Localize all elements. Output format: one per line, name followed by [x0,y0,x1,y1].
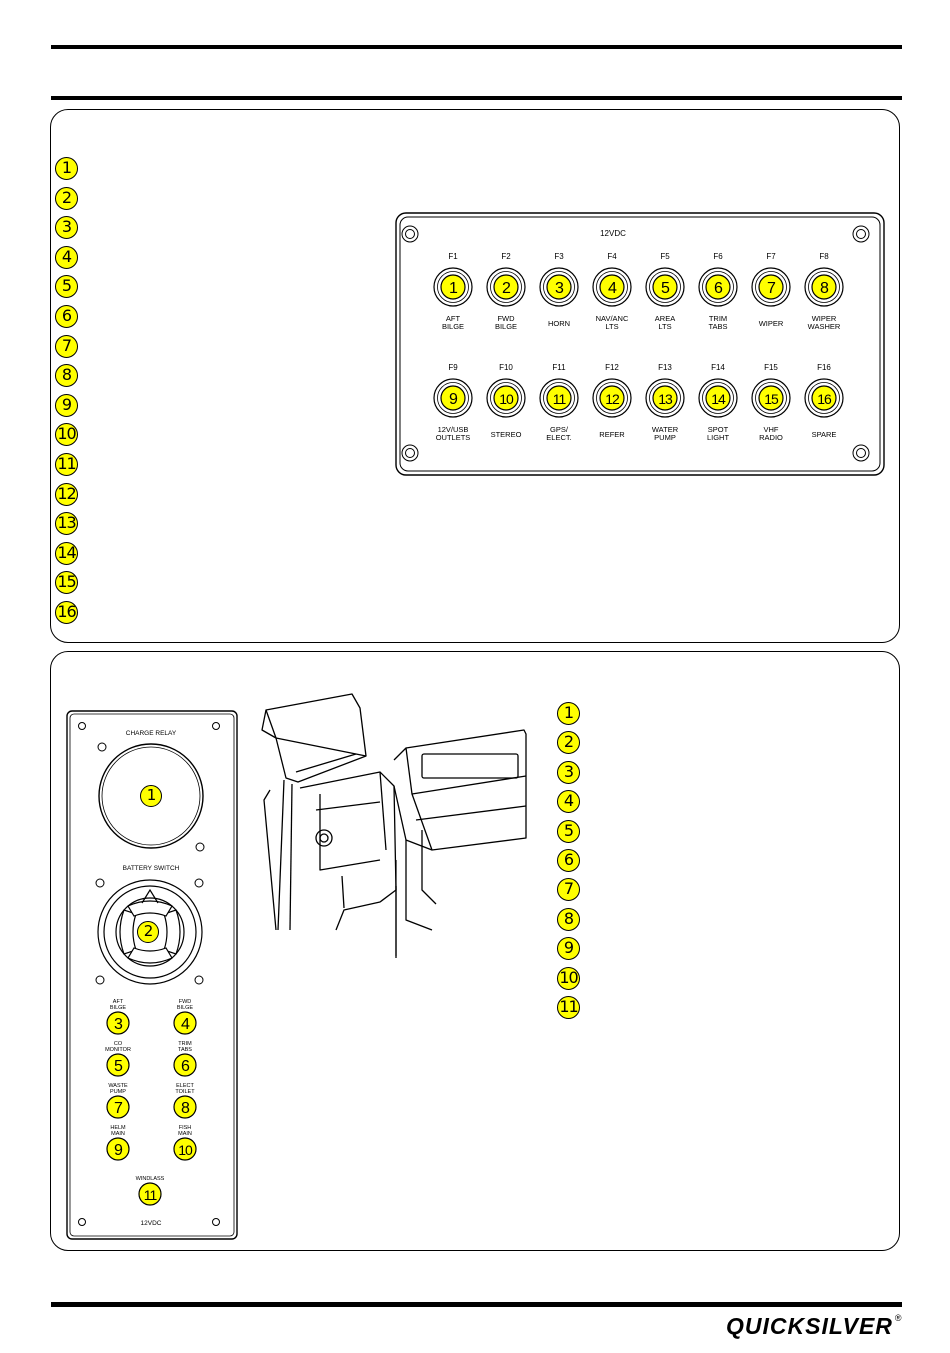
fuse-number: 15 [764,391,778,407]
fuse-id: F11 [552,363,566,372]
fuse-number: 4 [608,280,616,297]
fuse-label: STEREO [490,430,522,439]
battery-list-callout-7: 7 [557,878,580,901]
fuse-id: F2 [501,252,511,261]
fuse-label: LIGHT [706,433,730,442]
top-rule [51,45,902,49]
breaker-4 [174,999,196,1034]
fuse-list-callout-9: 9 [55,394,78,417]
fuse-number: 11 [552,391,566,407]
breaker-5 [105,1041,131,1076]
battery-panel-footer: 12VDC [140,1220,162,1227]
breaker-label: WINDLASS [135,1176,165,1182]
fuse-list-callout-15: 15 [55,571,78,594]
fuse-id: F4 [607,252,617,261]
fuse-number: 2 [502,280,510,297]
breaker-label: TOILET [175,1089,195,1095]
breaker-label: PUMP [110,1089,126,1095]
battery-list-callout-10: 10 [557,967,580,990]
fuse-id: F1 [448,252,458,261]
fuse-list-callout-11: 11 [55,453,78,476]
fuse-label: VHF [763,425,779,434]
fuse-panel-diagram [395,212,885,476]
breaker-label: FWD [178,999,192,1005]
breaker-label: TABS [178,1047,192,1053]
battery-list-callout-11: 11 [557,996,580,1019]
fuse-list-callout-16: 16 [55,601,78,624]
fuse-label: BILGE [441,322,465,331]
breaker-number: 8 [181,1100,189,1117]
breaker-number: 7 [114,1100,122,1117]
fuse-id: F13 [658,363,672,372]
breaker-number: 11 [143,1187,157,1203]
fuse-number: 3 [555,280,563,297]
fuse-list-callout-3: 3 [55,216,78,239]
breaker-label: ELECT [176,1083,194,1089]
breaker-number: 6 [181,1058,189,1075]
fuse-label: WIPER [758,319,784,328]
fuse-label: WATER [651,425,679,434]
fuse-panel-title: 12VDC [600,229,626,238]
charge-relay-label: CHARGE RELAY [125,730,177,737]
fuse-id: F14 [711,363,725,372]
fuse-id: F9 [448,363,458,372]
breaker-label: BILGE [176,1005,194,1011]
fuse-number: 16 [817,391,831,407]
fuse-label: RADIO [759,433,783,442]
helm-location-illustration [256,690,531,960]
fuse-id: F12 [605,363,619,372]
breaker-label: AFT [112,999,124,1005]
fuse-list-callout-8: 8 [55,364,78,387]
breaker-label: CO [113,1041,123,1047]
battery-list-callout-3: 3 [557,761,580,784]
fuse-list-callout-2: 2 [55,187,78,210]
fuse-id: F6 [713,252,723,261]
breaker-label: MONITOR [105,1047,131,1053]
fuse-id: F5 [660,252,670,261]
fuse-list-callout-7: 7 [55,335,78,358]
fuse-number: 7 [767,280,775,297]
breaker-number: 5 [114,1058,122,1075]
fuse-label: FWD [497,314,515,323]
quicksilver-logo [726,1313,903,1340]
fuse-id: F15 [764,363,778,372]
battery-list-callout-9: 9 [557,937,580,960]
breaker-label: MAIN [111,1131,125,1137]
breaker-label: WASTE [108,1083,128,1089]
fuse-label: PUMP [654,433,676,442]
fuse-list-callout-13: 13 [55,512,78,535]
fuse-id: F3 [554,252,564,261]
breaker-label: HELM [110,1125,126,1131]
fuse-label: TRIM [708,314,728,323]
fuse-label: 12V/USB [437,425,469,434]
breaker-number: 9 [114,1142,122,1159]
fuse-label: AFT [445,314,461,323]
fuse-label: WASHER [807,322,841,331]
fuse-number: 5 [661,280,669,297]
footer-rule [51,1302,902,1307]
fuse-label: HORN [547,319,571,328]
battery-list-callout-4: 4 [557,790,580,813]
breaker-label: BILGE [109,1005,127,1011]
breaker-8 [174,1083,196,1118]
fuse-label: OUTLETS [435,433,471,442]
fuse-label: WIPER [811,314,837,323]
fuse-label: TABS [708,322,728,331]
registered-mark: ® [894,1313,903,1323]
battery-switch-label: BATTERY SWITCH [122,865,180,872]
fuse-list-callout-4: 4 [55,246,78,269]
battery-list-callout-5: 5 [557,820,580,843]
fuse-number: 6 [714,280,722,297]
fuse-number: 1 [449,280,457,297]
fuse-id: F7 [766,252,776,261]
breaker-number: 4 [181,1016,189,1033]
fuse-number: 10 [499,391,513,407]
fuse-list-callout-5: 5 [55,275,78,298]
logo-text: QUICKSILVER [726,1313,893,1339]
callout-charge-relay: 1 [140,785,162,807]
fuse-label: LTS [605,322,619,331]
header-rule [51,96,902,100]
fuse-label: GPS/ [550,425,568,434]
battery-list-callout-1: 1 [557,702,580,725]
breaker-number: 10 [178,1142,192,1158]
breaker-label: TRIM [178,1041,192,1047]
battery-list-callout-2: 2 [557,731,580,754]
fuse-number: 14 [711,391,725,407]
fuse-label: SPOT [707,425,729,434]
breaker-3 [107,999,129,1034]
breaker-number: 3 [114,1016,122,1033]
fuse-number: 9 [449,391,457,408]
fuse-list-callout-14: 14 [55,542,78,565]
breaker-7 [107,1083,129,1118]
fuse-label: LTS [658,322,672,331]
fuse-label: REFER [599,430,625,439]
fuse-label: NAV/ANC [595,314,629,323]
fuse-list-callout-10: 10 [55,423,78,446]
battery-list-callout-8: 8 [557,908,580,931]
fuse-list-callout-1: 1 [55,157,78,180]
fuse-id: F10 [499,363,513,372]
fuse-number: 12 [605,391,619,407]
callout-battery-switch: 2 [137,921,159,943]
battery-list-callout-6: 6 [557,849,580,872]
fuse-list-callout-6: 6 [55,305,78,328]
fuse-label: SPARE [811,430,837,439]
fuse-number: 13 [658,391,672,407]
fuse-list-callout-12: 12 [55,483,78,506]
breaker-label: MAIN [178,1131,192,1137]
fuse-label: AREA [654,314,676,323]
breaker-label: FISH [178,1125,192,1131]
fuse-label: ELECT. [546,433,572,442]
fuse-label: BILGE [494,322,518,331]
fuse-id: F16 [817,363,831,372]
fuse-id: F8 [819,252,829,261]
fuse-number: 8 [820,280,828,297]
